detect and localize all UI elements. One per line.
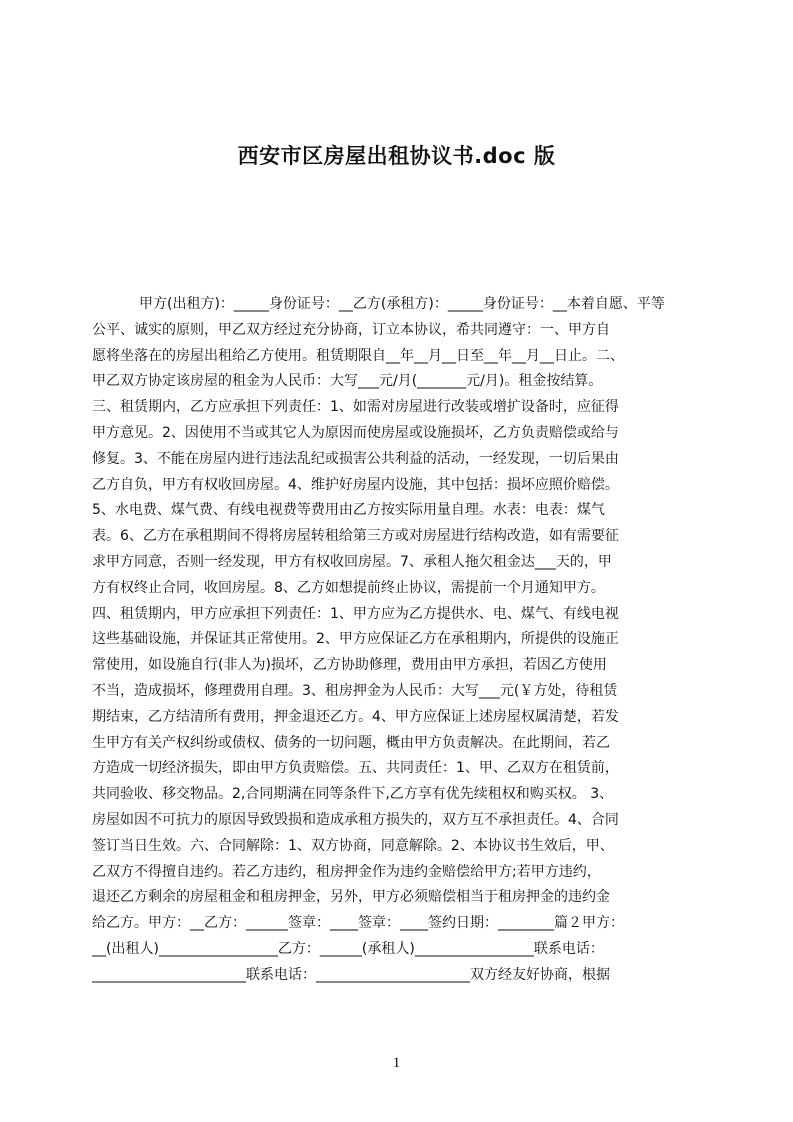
- body-line: 这些基础设施，并保证其正常使用。2、甲方应保证乙方在承租期内，所提供的设施正: [92, 631, 619, 648]
- body-line: 求甲方同意，否则一经发现，甲方有权收回房屋。7、承租人拖欠租金达___天的，甲: [92, 553, 612, 570]
- body-line: 常使用，如设施自行(非人为)损坏，乙方协助修理，费用由甲方承担，若因乙方使用: [92, 657, 607, 674]
- agreement-body: [92, 292, 697, 989]
- body-line: 期结束，乙方结清所有费用，押金退还乙方。4、甲方应保证上述房屋权属清楚，若发: [92, 708, 619, 725]
- body-line: 修复。3、不能在房屋内进行违法乱纪或损害公共利益的活动，一经发现，一切后果由: [92, 450, 619, 467]
- body-line: ______________________联系电话：______________________双方经友好协商，根据: [92, 966, 610, 983]
- body-line: 四、租赁期内，甲方应承担下列责任：1、甲方应为乙方提供水、电、煤气、有线电视: [92, 605, 619, 622]
- body-line: 给乙方。甲方：__乙方：______签章：____签章：____签约日期：________篇２甲方：: [92, 915, 624, 932]
- body-line: 甲方意见。2、因使用不当或其它人为原因而使房屋或设施损坏，乙方负责赔偿或给与: [92, 424, 619, 441]
- body-line: 公平、诚实的原则，甲乙双方经过充分协商，订立本协议，希共同遵守：一、甲方自: [92, 321, 610, 338]
- body-line: 退还乙方剩余的房屋租金和租房押金，另外，甲方必须赔偿相当于租房押金的违约金: [92, 889, 610, 906]
- body-line: 乙双方不得擅自违约。若乙方违约，租房押金作为违约金赔偿给甲方;若甲方违约，: [92, 863, 601, 880]
- body-line: 乙方自负，甲方有权收回房屋。4、维护好房屋内设施，其中包括：损坏应照价赔偿。: [92, 476, 619, 493]
- body-line: 生甲方有关产权纠纷或债权、债务的一切问题，概由甲方负责解决。在此期间，若乙: [92, 734, 610, 751]
- page-number: 1: [392, 1055, 401, 1071]
- body-line: 表。6、乙方在承租期间不得将房屋转租给第三方或对房屋进行结构改造，如有需要征: [92, 528, 619, 545]
- body-line: 共同验收、移交物品。2,合同期满在同等条件下,乙方享有优先续租权和购买权。 3、: [92, 786, 614, 803]
- body-line: 房屋如因不可抗力的原因导致毁损和造成承租方损失的，双方互不承担责任。4、合同: [92, 811, 619, 828]
- body-line: 甲乙双方协定该房屋的租金为人民币：大写___元/月(_______元/月)。租金按结算。: [92, 373, 603, 390]
- body-line: 愿将坐落在的房屋出租给乙方使用。租赁期限自__年__月__日至__年__月__日止。二、: [92, 347, 624, 364]
- body-line: __(出租人)_________________乙方：______(承租人)_________________联系电话：: [92, 940, 604, 957]
- body-line: 甲方(出租方)：_____身份证号：__乙方(承租方)：_____身份证号：__本着自愿、平等: [139, 296, 665, 312]
- body-line: 方有权终止合同，收回房屋。8、乙方如想提前终止协议，需提前一个月通知甲方。: [92, 579, 605, 596]
- body-line: 不当，造成损坏，修理费用自理。3、租房押金为人民币：大写___元(￥方处，待租赁: [92, 682, 618, 699]
- document-title: 西安市区房屋出租协议书.doc 版: [237, 144, 556, 168]
- body-line: 5、水电费、煤气费、有线电视费等费用由乙方按实际用量自理。水表：电表：煤气: [92, 502, 605, 519]
- body-line: 三、租赁期内，乙方应承担下列责任：1、如需对房屋进行改装或增扩设备时，应征得: [92, 399, 619, 416]
- body-line: 签订当日生效。六、合同解除：1、双方协商，同意解除。2、本协议书生效后，甲、: [92, 837, 614, 854]
- body-line: 方造成一切经济损失，即由甲方负责赔偿。五、共同责任：1、甲、乙双方在租赁前，: [92, 760, 619, 777]
